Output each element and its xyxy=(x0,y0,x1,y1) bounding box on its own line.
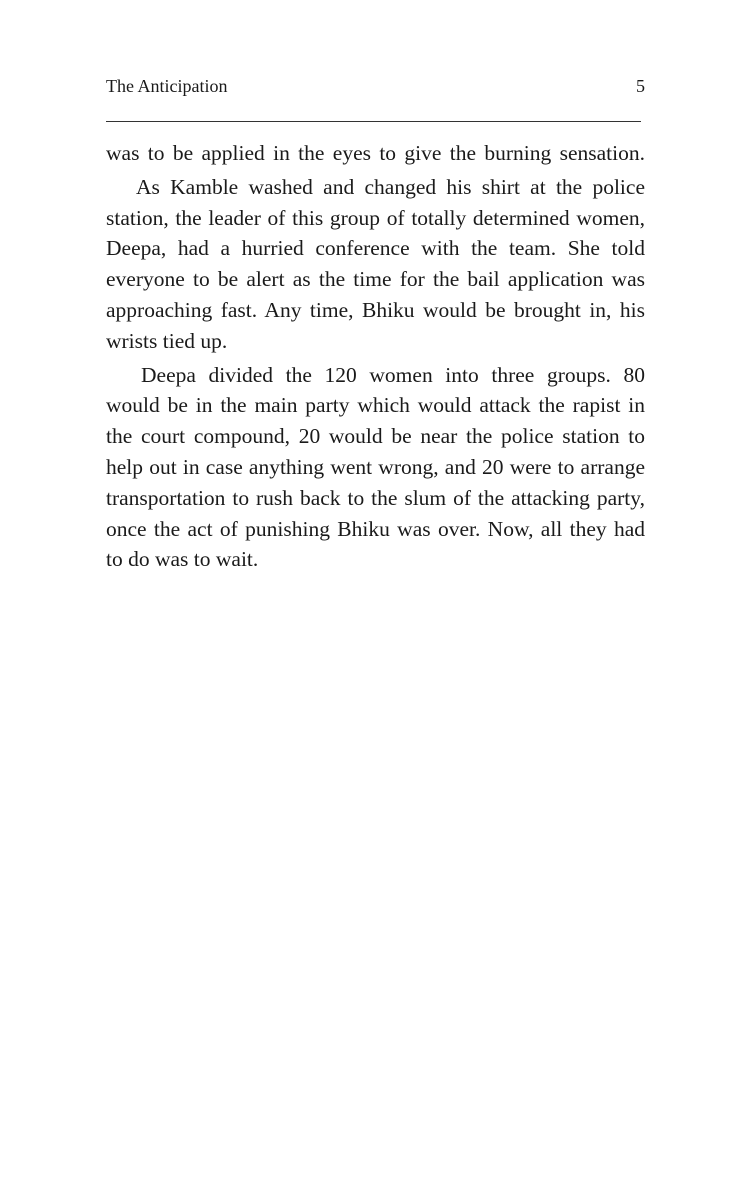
paragraph: Deepa divided the 120 women into three groups. 80 would be in the main party which would attack the rapist in the court compound, 20 would be near the police station to help out in case anything went wrong, and 20 were to arrange transportation to rush back to the slum of the attacking party, once the act of punishing Bhiku was over. Now, all they had to do was to wait. xyxy=(106,362,645,572)
header-rule xyxy=(106,121,641,122)
paragraph: As Kamble washed and changed his shirt at the police station, the leader of this group of totally determined women, Deepa, had a hurried conference with the team. She told everyone to be alert as the time for the bail application was approaching fast. Any time, Bhiku would be brought in, his wrists tied up. xyxy=(106,174,645,353)
running-title: The Anticipation xyxy=(106,76,228,96)
paragraph-continued: was to be applied in the eyes to give the burning sensation. xyxy=(106,141,645,165)
running-header xyxy=(106,74,645,98)
page-number: 5 xyxy=(636,76,645,96)
body-text xyxy=(106,138,645,578)
